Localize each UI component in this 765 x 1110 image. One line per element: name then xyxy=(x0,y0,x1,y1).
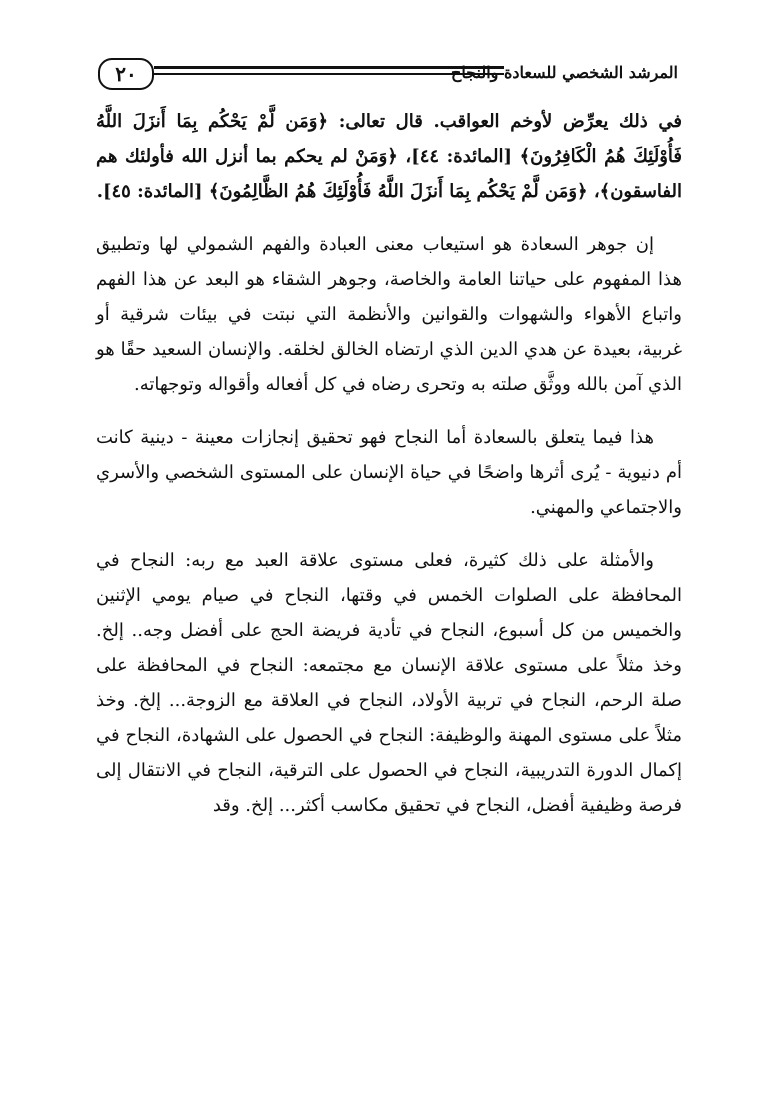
running-title: المرشد الشخصي للسعادة والنجاح xyxy=(451,62,678,82)
paragraph-essence-of-happiness: إن جوهر السعادة هو استيعاب معنى العبادة والفهم الشمولي لها وتطبيق هذا المفهوم على حياتنا العامة والخاصة، وجوهر الشقاء هو البعد عن هذا الفهم واتباع الأهواء والشهوات والقوانين والأنظمة التي نبتت في بيئات شرقية أو غربية، بعيدة عن هدي الدين الذي ارتضاه الخالق لخلقه. والإنسان السعيد حقًا هو الذي آمن بالله ووثَّق صلته به وتحرى رضاه في كل أفعاله وأقواله وتوجهاته. xyxy=(96,234,682,395)
page-header xyxy=(98,58,681,92)
paragraph-quran-verses: في ذلك يعرِّض لأوخم العواقب. قال تعالى: ﴿وَمَن لَّمْ يَحْكُم بِمَا أَنزَلَ اللَّهُ فَأُوْلَئِكَ هُمُ الْكَافِرُونَ﴾ [المائدة: ٤٤]، ﴿وَمَنْ لم يحكم بما أنزل الله فأولئك هم الفاسقون﴾، ﴿وَمَن لَّمْ يَحْكُم بِمَا أَنزَلَ اللَّهُ فَأُوْلَئِكَ هُمُ الظَّالِمُونَ﴾ [المائدة: ٤٥]. xyxy=(96,111,682,202)
page-number-badge: ٢٠ xyxy=(98,58,154,90)
paragraph-definition-of-success: هذا فيما يتعلق بالسعادة أما النجاح فهو تحقيق إنجازات معينة - دينية كانت أم دنيوية - يُرى أثرها واضحًا في حياة الإنسان على المستوى الشخصي والأسري والاجتماعي والمهني. xyxy=(96,427,682,518)
page-body xyxy=(96,104,682,823)
paragraph-examples: والأمثلة على ذلك كثيرة، فعلى مستوى علاقة العبد مع ربه: النجاح في المحافظة على الصلوات الخمس في وقتها، النجاح في صيام يومي الإثنين والخميس من كل أسبوع، النجاح في تأدية فريضة الحج على أفضل وجه.. إلخ. وخذ مثلاً على مستوى علاقة الإنسان مع مجتمعه: النجاح في المحافظة على صلة الرحم، النجاح في تربية الأولاد، النجاح في العلاقة مع الزوجة... إلخ. وخذ مثلاً على مستوى المهنة والوظيفة: النجاح في الحصول على الشهادة، النجاح في إكمال الدورة التدريبية، النجاح في الحصول على الترقية، النجاح في الانتقال إلى فرصة وظيفية أفضل، النجاح في تحقيق مكاسب أكثر... إلخ. وقد xyxy=(96,550,682,816)
